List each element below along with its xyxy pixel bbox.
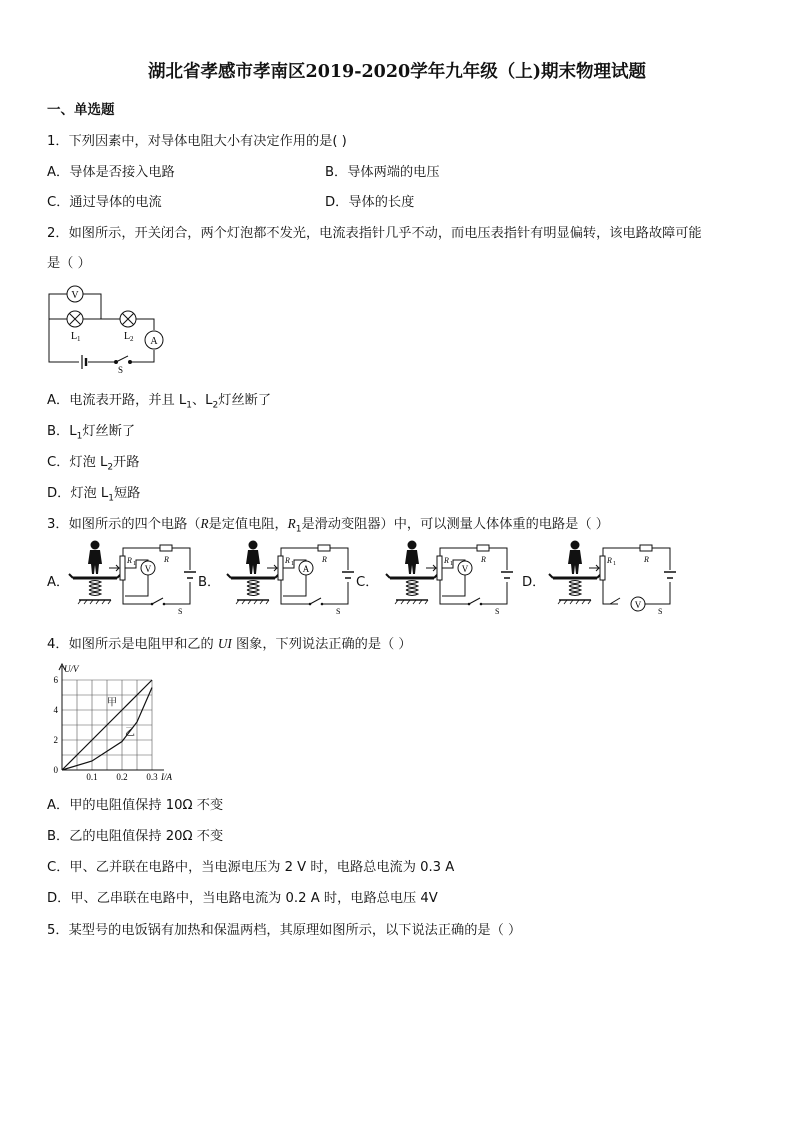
battery-symbol — [664, 572, 676, 578]
meter-label: V — [461, 564, 469, 574]
q4-option-c: C．甲、乙并联在电路中，当电源电压为 2 V 时，电路总电流为 0.3 A — [47, 860, 455, 875]
question-2-stem-line1: 2．如图所示，开关闭合，两个灯泡都不发光，电流表指针几乎不动，而电压表指针有明显偏转，该电路故障可能 — [47, 226, 702, 241]
q3-circuit-figure-b — [226, 538, 366, 614]
series-jia-label: 甲 — [107, 697, 117, 709]
rheostat-bar — [278, 556, 283, 580]
switch-label: S — [118, 365, 124, 375]
battery-symbol — [184, 572, 196, 578]
meter-label: V — [634, 600, 642, 610]
q3-circuit-figure-c — [385, 538, 525, 614]
section-heading: 一、单选题 — [47, 102, 115, 118]
rheostat-bar — [437, 556, 442, 580]
r1-subscript: 1 — [613, 561, 616, 567]
spring-icon — [247, 581, 259, 596]
switch-label: S — [336, 607, 341, 616]
person-icon — [88, 541, 102, 575]
fixed-resistor — [318, 545, 330, 551]
l1-label: L — [71, 331, 78, 342]
switch-label: S — [178, 607, 183, 616]
q3-label-a: A． — [47, 575, 70, 590]
q1-option-c: C．通过导体的电流 — [47, 195, 162, 210]
r-label: R — [322, 555, 327, 564]
y-tick-label: 4 — [53, 705, 58, 715]
question-3-stem: 3．如图所示的四个电路（R是定值电阻，$R_1$是滑动变阻器）中，可以测量人体体重的电路是（ ） — [47, 516, 609, 535]
r1-label: R — [444, 556, 449, 565]
spring-icon — [406, 581, 418, 596]
meter-label: V — [144, 564, 152, 574]
r1-subscript: 1 — [291, 561, 294, 567]
y-tick-label: 0 — [53, 765, 58, 775]
question-2-stem-line2: 是（ ） — [47, 256, 91, 271]
slider-arrow — [109, 565, 119, 571]
rheostat-bar — [120, 556, 125, 580]
l2-label: L — [124, 331, 131, 342]
person-icon — [568, 541, 582, 575]
switch-symbol — [469, 598, 480, 604]
r-label: R — [644, 555, 649, 564]
q1-option-b: B．导体两端的电压 — [325, 165, 440, 180]
switch-symbol — [152, 598, 163, 604]
battery-symbol — [342, 572, 354, 578]
switch-symbol — [310, 598, 321, 604]
slider-arrow — [426, 565, 436, 571]
y-axis-label: U/V — [64, 664, 79, 674]
r1-label: R — [285, 556, 290, 565]
question-1-stem: 1．下列因素中，对导体电阻大小有决定作用的是( ) — [47, 134, 347, 149]
q1-option-d: D．导体的长度 — [325, 195, 415, 210]
page-title: 湖北省孝感市孝南区2019-2020学年九年级（上)期末物理试题 — [148, 62, 646, 82]
spring-icon — [569, 581, 581, 596]
rheostat-bar — [600, 556, 605, 580]
person-icon — [405, 541, 419, 575]
q3-label-b: B． — [198, 575, 221, 590]
voltmeter-label: V — [71, 290, 79, 301]
battery-symbol — [501, 572, 513, 578]
x-axis-label: I/A — [161, 772, 172, 782]
fixed-resistor — [477, 545, 489, 551]
q4-option-d: D．甲、乙串联在电路中，当电路电流为 0.2 A 时，电路总电压 4V — [47, 891, 438, 906]
person-icon — [246, 541, 260, 575]
y-tick-label: 6 — [53, 675, 58, 685]
q3-label-d: D． — [522, 575, 546, 590]
ammeter-label: A — [150, 336, 158, 347]
spring-icon — [89, 581, 101, 596]
q2-option-c: C．灯泡 $L_2$开路 — [47, 455, 140, 473]
q2-option-a: A．电流表开路，并且 $L_1$、$L_2$灯丝断了 — [47, 393, 272, 411]
switch-symbol — [116, 356, 128, 362]
fixed-resistor — [640, 545, 652, 551]
slider-arrow — [267, 565, 277, 571]
slider-arrow — [589, 565, 599, 571]
r1-label: R — [127, 556, 132, 565]
r1-label: R — [607, 556, 612, 565]
q2-option-b: B．$L_1$灯丝断了 — [47, 424, 136, 442]
q4-option-a: A．甲的电阻值保持 10Ω 不变 — [47, 798, 224, 813]
x-tick-label: 0.3 — [146, 772, 158, 782]
x-tick-label: 0.2 — [116, 772, 128, 782]
q3-circuit-figure-a — [68, 538, 208, 614]
series-yi-label: 乙 — [125, 727, 135, 739]
r-label: R — [164, 555, 169, 564]
q4-option-b: B．乙的电阻值保持 20Ω 不变 — [47, 829, 224, 844]
r1-subscript: 1 — [133, 561, 136, 567]
l2-subscript: 2 — [130, 335, 134, 343]
q2-option-d: D．灯泡 $L_1$短路 — [47, 486, 141, 504]
y-tick-label: 2 — [53, 735, 58, 745]
q3-circuit-figure-d — [548, 538, 688, 614]
l1-subscript: 1 — [77, 335, 81, 343]
r-label: R — [481, 555, 486, 564]
switch-symbol — [610, 598, 620, 604]
ui-graph — [44, 662, 172, 782]
question-5-stem: 5．某型号的电饭锅有加热和保温两档，其原理如图所示，以下说法正确的是（ ） — [47, 923, 522, 938]
switch-label: S — [495, 607, 500, 616]
x-tick-label: 0.1 — [86, 772, 98, 782]
question-4-stem: 4．如图所示是电阻甲和乙的 UI 图象，下列说法正确的是（ ） — [47, 636, 412, 652]
fixed-resistor — [160, 545, 172, 551]
r1-subscript: 1 — [450, 561, 453, 567]
q2-circuit-diagram — [44, 282, 169, 374]
q3-label-c: C． — [356, 575, 379, 590]
switch-label: S — [658, 607, 663, 616]
q1-option-a: A．导体是否接入电路 — [47, 165, 175, 180]
meter-label: A — [302, 564, 310, 574]
